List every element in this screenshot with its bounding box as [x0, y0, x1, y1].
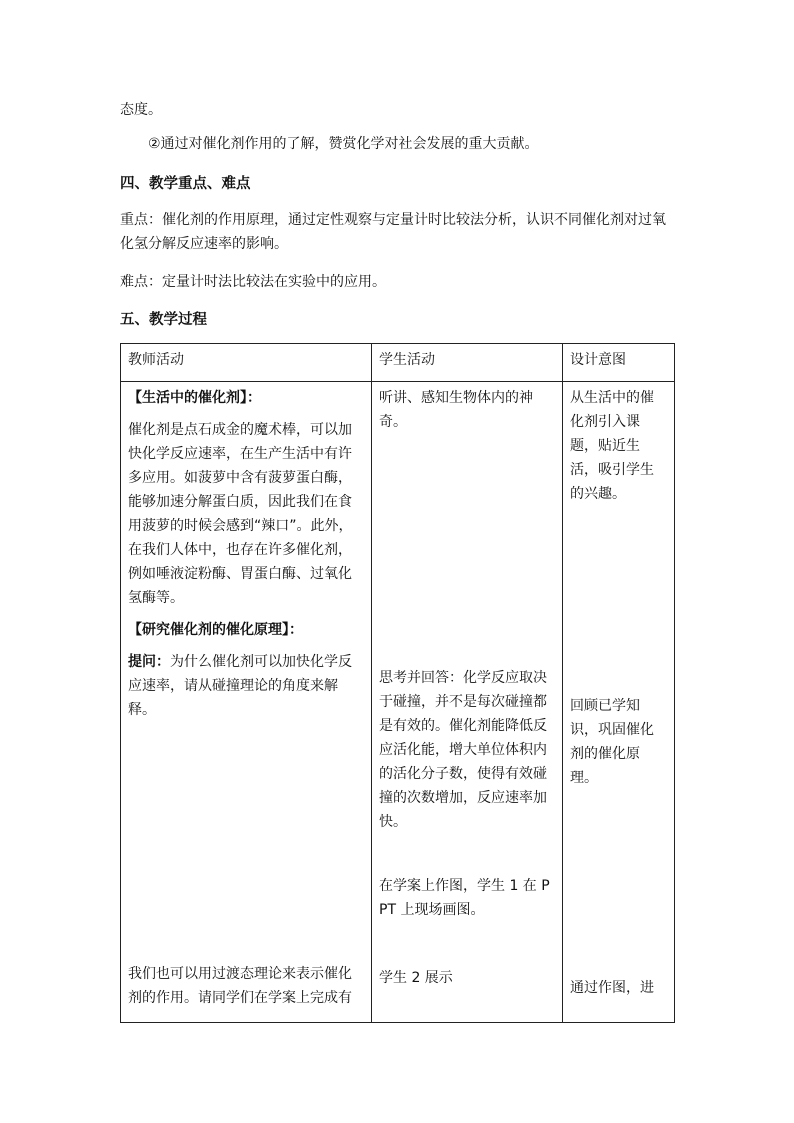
transition-text: 我们也可以用过渡态理论来表示催化剂的作用。请同学们在学案上完成有 — [128, 966, 352, 1006]
life-catalyst-text: 催化剂是点石成金的魔术棒，可以加快化学反应速率，在生产生活中有许多应用。如菠萝中含有菠萝蛋白酶，能够加速分解蛋白质，因此我们在食用菠萝的时候会感到“辣口”。此外，在我们人体中，也存在许多催化剂，例如唾液淀粉酶、胃蛋白酶、过氧化氢酶等。 — [128, 422, 353, 606]
section-4-heading: 四、教学重点、难点 — [120, 175, 251, 192]
life-catalyst-heading: 【生活中的催化剂】： — [128, 390, 261, 406]
student-listen: 听讲、感知生物体内的神奇。 — [379, 390, 533, 430]
header-intent: 设计意图 — [563, 344, 675, 382]
difficult-point: 难点：定量计时法比较法在实验中的应用。 — [120, 274, 386, 290]
header-teacher: 教师活动 — [121, 344, 372, 382]
teacher-cell — [121, 382, 372, 1023]
student-cell — [372, 382, 563, 1023]
section-5-heading: 五、教学过程 — [120, 311, 207, 328]
principle-heading: 【研究催化剂的催化原理】： — [128, 622, 303, 638]
question-text: 为什么催化剂可以加快化学反应速率，请从碰撞理论的角度来解释。 — [128, 654, 352, 718]
question-label: 提问： — [128, 654, 170, 670]
table-header-row — [121, 344, 675, 382]
question-paragraph — [128, 650, 364, 722]
intro-line-tail: 态度。 — [120, 102, 162, 118]
header-student: 学生活动 — [372, 344, 563, 382]
intent-life: 从生活中的催化剂引入课题，贴近生活，吸引学生的兴趣。 — [570, 390, 654, 502]
student-show: 学生 2 展示 — [379, 970, 453, 986]
intent-draw: 通过作图，进 — [570, 980, 654, 996]
student-answer: 思考并回答：化学反应取决于碰撞，并不是每次碰撞都是有效的。催化剂能降低反应活化能，增大单位体积内的活化分子数，使得有效碰撞的次数增加，反应速率加快。 — [379, 670, 547, 830]
student-draw: 在学案上作图，学生 1 在 PPT 上现场画图。 — [379, 878, 550, 918]
intent-cell — [563, 382, 675, 1023]
intent-review: 回顾已学知识，巩固催化剂的催化原理。 — [570, 698, 654, 786]
goal-2: ②通过对催化剂作用的了解，赞赏化学对社会发展的重大贡献。 — [148, 136, 539, 152]
table-row — [121, 382, 675, 1023]
key-point: 重点：催化剂的作用原理，通过定性观察与定量计时比较法分析，认识不同催化剂对过氧化氢分解反应速率的影响。 — [120, 212, 666, 252]
teaching-process-table — [120, 343, 675, 1023]
